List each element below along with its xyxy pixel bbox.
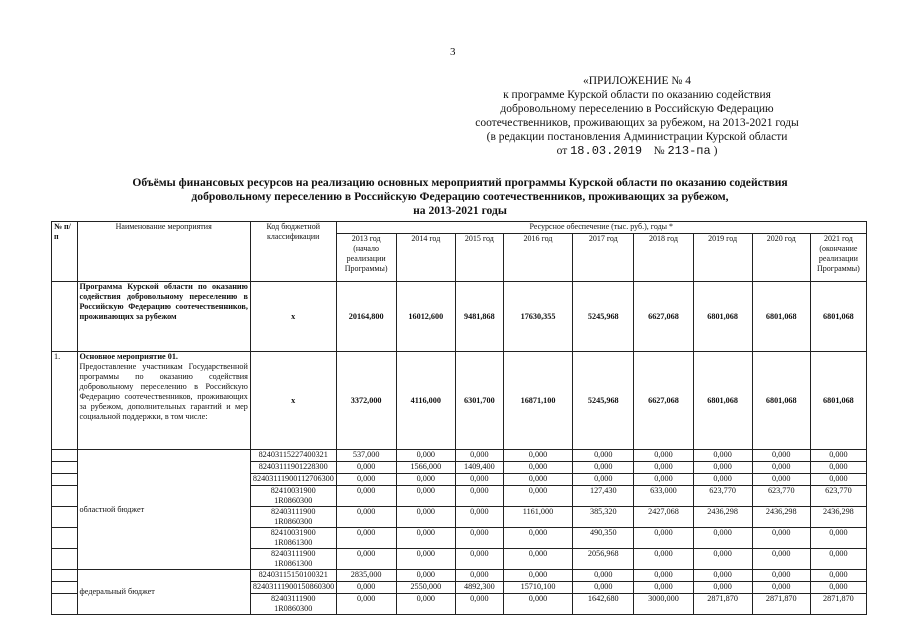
budget-value: 2550,000: [396, 582, 455, 594]
budget-value: 0,000: [693, 462, 752, 474]
budget-value: 623,770: [693, 486, 752, 507]
header-year: 2014 год: [396, 234, 455, 282]
number-label: №: [653, 145, 665, 157]
budget-value: 0,000: [336, 474, 396, 486]
budget-value: 0,000: [810, 462, 866, 474]
program-value: 16012,600: [396, 282, 455, 352]
budget-value: 0,000: [634, 474, 693, 486]
row-num-blank: [52, 507, 78, 528]
budget-code: 82403115227400321: [250, 450, 336, 462]
budget-value: 385,320: [573, 507, 634, 528]
header-year: 2021 год (окончание реализации Программы): [810, 234, 866, 282]
budget-value: 0,000: [634, 462, 693, 474]
budget-value: 0,000: [752, 570, 810, 582]
row-num: [52, 282, 78, 352]
budget-value: 0,000: [503, 549, 572, 570]
title-line: Объёмы финансовых ресурсов на реализацию основных мероприятий программы Курской области по оказанию содействия: [132, 176, 788, 189]
budget-code: 82403111900150860300: [250, 582, 336, 594]
header-name: Наименование мероприятия: [77, 222, 250, 282]
budget-value: 0,000: [503, 528, 572, 549]
budget-value: 0,000: [455, 570, 503, 582]
budget-value: 2871,870: [693, 594, 752, 615]
budget-value: 0,000: [752, 450, 810, 462]
row-num-blank: [52, 594, 78, 615]
budget-value: 0,000: [396, 528, 455, 549]
budget-value: 0,000: [693, 570, 752, 582]
document-title: [80, 176, 840, 218]
event-name-cell: [77, 352, 250, 450]
program-value: 17630,355: [503, 282, 572, 352]
appendix-title: «ПРИЛОЖЕНИЕ № 4: [582, 75, 691, 87]
budget-value: 0,000: [336, 486, 396, 507]
program-value: 6801,068: [810, 282, 866, 352]
budget-value: 0,000: [752, 474, 810, 486]
budget-value: 0,000: [396, 450, 455, 462]
budget-code: 82410031900 1R0860300: [250, 486, 336, 507]
budget-value: 4892,300: [455, 582, 503, 594]
header-year: 2015 год: [455, 234, 503, 282]
budget-value: 2436,298: [752, 507, 810, 528]
program-code: х: [250, 282, 336, 352]
budget-value: 0,000: [455, 507, 503, 528]
event-value: 5245,968: [573, 352, 634, 450]
budget-value: 0,000: [336, 528, 396, 549]
row-num-blank: [52, 528, 78, 549]
resolution-number: 213-па: [667, 144, 711, 158]
event-value: 6801,068: [693, 352, 752, 450]
program-value: 6627,068: [634, 282, 693, 352]
program-value: 6801,068: [752, 282, 810, 352]
appendix-line: к программе Курской области по оказанию содействия: [503, 89, 771, 101]
financing-table: [51, 221, 867, 615]
header-year: 2017 год: [573, 234, 634, 282]
budget-value: 2436,298: [810, 507, 866, 528]
header-year: 2020 год: [752, 234, 810, 282]
event-row: [52, 352, 867, 450]
budget-value: 0,000: [573, 570, 634, 582]
budget-value: 0,000: [634, 582, 693, 594]
budget-value: 0,000: [503, 474, 572, 486]
header-year: 2019 год: [693, 234, 752, 282]
event-value: 6801,068: [752, 352, 810, 450]
row-num-blank: [52, 582, 78, 594]
budget-value: 0,000: [752, 462, 810, 474]
event-value: 4116,000: [396, 352, 455, 450]
budget-value: 0,000: [503, 486, 572, 507]
budget-code: 82403111900112706300: [250, 474, 336, 486]
budget-value: 2835,000: [336, 570, 396, 582]
footer-line: [0, 633, 905, 634]
title-line: на 2013-2021 годы: [413, 204, 507, 217]
header-year: 2013 год (начало реализации Программы): [336, 234, 396, 282]
header-resources: Ресурсное обеспечение (тыс. руб.), годы *: [336, 222, 866, 234]
budget-value: 0,000: [573, 582, 634, 594]
budget-value: 0,000: [634, 528, 693, 549]
budget-value: 0,000: [396, 507, 455, 528]
budget-value: 0,000: [752, 528, 810, 549]
header-code: Код бюджетной классификации: [250, 222, 336, 282]
budget-value: 2427,068: [634, 507, 693, 528]
appendix-line: соотечественников, проживающих за рубежом, на 2013-2021 годы: [475, 117, 799, 129]
budget-value: 633,000: [634, 486, 693, 507]
event-name: Предоставление участникам Государственной программы по оказанию содействия добровольному переселению в Российскую Федерацию соотечественников, проживающих за рубежом, дополнительных гарантий и мер социальной поддержки, в том числе:: [79, 362, 248, 421]
header-year: 2016 год: [503, 234, 572, 282]
budget-value: 0,000: [573, 450, 634, 462]
event-num: 1.: [52, 352, 78, 450]
federal-row: [52, 570, 867, 582]
budget-value: 0,000: [573, 474, 634, 486]
budget-value: 0,000: [810, 528, 866, 549]
appendix-line: (в редакции постановления Администрации Курской области: [486, 131, 788, 143]
budget-value: 3000,000: [634, 594, 693, 615]
budget-value: 0,000: [634, 549, 693, 570]
event-value: 6627,068: [634, 352, 693, 450]
event-code: х: [250, 352, 336, 450]
budget-value: 0,000: [810, 570, 866, 582]
budget-value: 1566,000: [396, 462, 455, 474]
budget-value: 623,770: [752, 486, 810, 507]
budget-value: 0,000: [396, 570, 455, 582]
budget-value: 0,000: [455, 450, 503, 462]
appendix-line: добровольному переселению в Российскую Федерацию: [500, 103, 774, 115]
budget-value: 0,000: [336, 582, 396, 594]
program-row: [52, 282, 867, 352]
row-num-blank: [52, 549, 78, 570]
budget-value: 537,000: [336, 450, 396, 462]
budget-value: 0,000: [455, 549, 503, 570]
budget-value: 1642,680: [573, 594, 634, 615]
regional-row: [52, 450, 867, 462]
budget-value: 0,000: [634, 450, 693, 462]
budget-value: 490,350: [573, 528, 634, 549]
event-value: 6301,700: [455, 352, 503, 450]
program-value: 9481,868: [455, 282, 503, 352]
from-label: от: [556, 145, 568, 157]
event-value: 6801,068: [810, 352, 866, 450]
budget-value: 0,000: [336, 594, 396, 615]
appendix-header: [427, 74, 847, 158]
resolution-date: 18.03.2019: [570, 144, 643, 158]
budget-value: 0,000: [503, 450, 572, 462]
budget-value: 0,000: [396, 486, 455, 507]
row-num-blank: [52, 462, 78, 474]
budget-value: 0,000: [810, 582, 866, 594]
budget-code: 82403115150100321: [250, 570, 336, 582]
regional-label: областной бюджет: [77, 450, 250, 570]
header-year: 2018 год: [634, 234, 693, 282]
budget-code: 82403111900 1R0860300: [250, 507, 336, 528]
budget-code: 82403111900 1R0860300: [250, 594, 336, 615]
budget-value: 0,000: [336, 507, 396, 528]
budget-value: 0,000: [455, 594, 503, 615]
budget-value: 0,000: [336, 462, 396, 474]
budget-value: 2436,298: [693, 507, 752, 528]
budget-value: 1409,400: [455, 462, 503, 474]
program-value: 5245,968: [573, 282, 634, 352]
budget-value: 0,000: [810, 474, 866, 486]
header-row: [52, 222, 867, 234]
budget-value: 2871,870: [752, 594, 810, 615]
budget-value: 0,000: [455, 474, 503, 486]
row-num-blank: [52, 450, 78, 462]
budget-value: 1161,000: [503, 507, 572, 528]
header-num: № п/п: [52, 222, 78, 282]
budget-code: 82403111901228300: [250, 462, 336, 474]
budget-value: 0,000: [810, 450, 866, 462]
budget-value: 0,000: [693, 474, 752, 486]
budget-value: 2056,968: [573, 549, 634, 570]
event-title: Основное мероприятие 01.: [79, 352, 178, 361]
budget-value: 0,000: [810, 549, 866, 570]
budget-value: 127,430: [573, 486, 634, 507]
budget-value: 0,000: [396, 594, 455, 615]
budget-value: 0,000: [455, 486, 503, 507]
row-num-blank: [52, 486, 78, 507]
page-number: 3: [450, 46, 456, 58]
budget-value: 0,000: [503, 462, 572, 474]
budget-value: 0,000: [396, 549, 455, 570]
budget-value: 0,000: [693, 549, 752, 570]
budget-value: 0,000: [503, 594, 572, 615]
program-value: 6801,068: [693, 282, 752, 352]
budget-value: 0,000: [455, 528, 503, 549]
budget-value: 0,000: [503, 570, 572, 582]
budget-value: 2871,870: [810, 594, 866, 615]
budget-value: 0,000: [752, 549, 810, 570]
budget-code: 82403111900 1R0861300: [250, 549, 336, 570]
federal-label: федеральный бюджет: [77, 570, 250, 615]
budget-value: 0,000: [752, 582, 810, 594]
budget-value: 0,000: [573, 462, 634, 474]
budget-value: 0,000: [693, 450, 752, 462]
program-name: Программа Курской области по оказанию содействия добровольному переселению в Российскую Федерацию соотечественников, проживающих за рубежом: [77, 282, 250, 352]
title-line: добровольному переселению в Российскую Федерацию соотечественников, проживающих за рубежом,: [191, 190, 729, 203]
row-num-blank: [52, 570, 78, 582]
row-num-blank: [52, 474, 78, 486]
program-value: 20164,800: [336, 282, 396, 352]
budget-value: 0,000: [336, 549, 396, 570]
resolution-line: [427, 144, 847, 158]
budget-value: 15710,100: [503, 582, 572, 594]
budget-value: 0,000: [396, 474, 455, 486]
event-value: 3372,000: [336, 352, 396, 450]
budget-value: 0,000: [634, 570, 693, 582]
budget-code: 82410031900 1R0861300: [250, 528, 336, 549]
close-paren: ): [713, 145, 718, 157]
budget-value: 0,000: [693, 528, 752, 549]
budget-value: 0,000: [693, 582, 752, 594]
event-value: 16871,100: [503, 352, 572, 450]
budget-value: 623,770: [810, 486, 866, 507]
